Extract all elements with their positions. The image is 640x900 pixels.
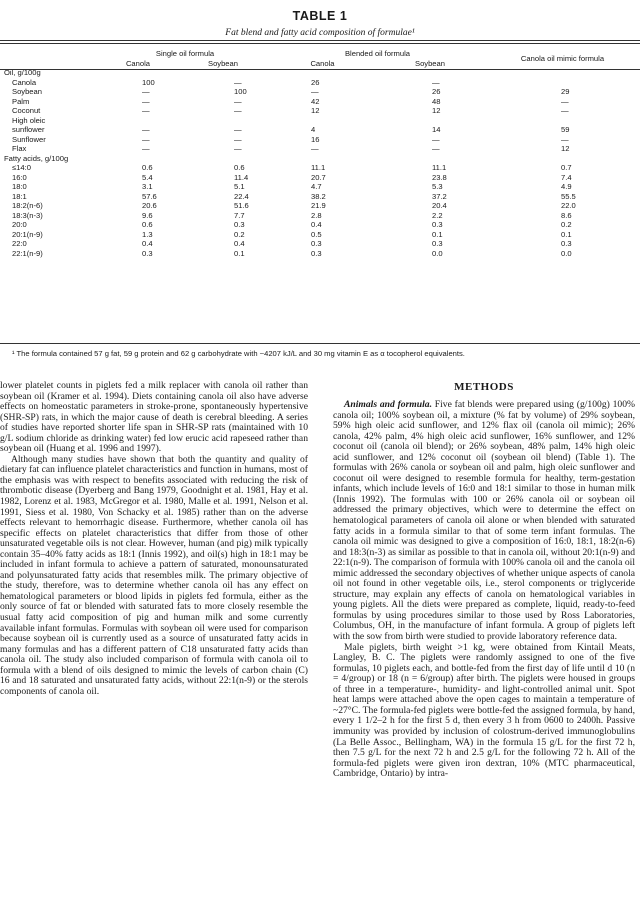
table-row: [4, 173, 640, 183]
table-cell: 5.3: [432, 182, 443, 191]
table-cell: 23.8: [432, 172, 447, 182]
table-cell: —: [234, 144, 242, 153]
run-in-heading: Animals and formula.: [344, 399, 432, 410]
right-text-column: [333, 381, 635, 780]
table-cell: 0.3: [234, 220, 245, 229]
table-cell: 57.6: [142, 191, 157, 201]
left-paragraph-2: Although many studies have shown that both the quantity and quality of dietary fat can influence platelet characteristics and function in humans, most of the emphasis was with respect to benefits associated with reducing the risk of thrombotic disease (Dyerberg and Bang 1979, Goodnight et al. 1981, Hay et al. 1982, Lorenz et al. 1983, McGregor et al. 1980, Malle et al. 1991, Nelson et al. 1991, Siess et al. 1980, Von Schacky et al. 1985) rather than on the adverse effects relevant to hemorrhagic disease. Furthermore, whether canola oil has specific effects on platelet characteristics that differ from those of other unsaturated vegetable oils is not clear. However, human (and pig) milk typically contain 35–40% fatty acids as 18:1 (Innis 1992), and oil(s) high in 18:1 may be included in infant formula to achieve a pattern of saturated, monounsaturated and polyunsaturated fatty acids that resembles milk. The primary objective of the study, therefore, was to determine whether canola oil has any effect on hematological parameters or blood lipids in piglets fed formula, either as the only source of fat or blended with saturated fats to more closely resemble the usual fatty acid composition of pig and human milk and some currently available infant formulas. Formulas with soybean oil were used for comparison because soybean oil is currently used as a source of unsaturated fatty acids in many formulas and has a different pattern of C18 unsaturated fatty acids than canola oil. The study also included comparison of formula with canola oil to formula with a blend of oils designed to mimic the levels of carbon chain (C) 16 and 18 saturated and unsaturated fatty acids, without 22:1(n-9) or the sterols components of canola oil.: [0, 453, 308, 697]
table-row: [4, 220, 640, 230]
table-cell: —: [142, 96, 150, 106]
table-cell: —: [142, 134, 150, 144]
table-cell: 11.4: [234, 172, 249, 182]
table-row: [4, 211, 640, 221]
table-cell: 2.2: [432, 210, 443, 220]
table-cell: [176, 154, 270, 164]
right-paragraph-2: Male piglets, birth weight >1 kg, were obtained from Kintail Meats, Langley, B. C. The piglets were randomly assigned to one of the five formulas, 10 piglets each, and bottle-fed from the first day of life until d 10 (n = 4/group) or 18 (n = 6/group) after birth. The piglets were housed in groups of three in a temperature-, humidity- and light-controlled animal unit. Spot heat lamps were attached above the open cages to maintain a temperature of ~27°C. The formula-fed piglets were bottle-fed the assigned formula, by hand, every 1 1/2–2 h for the first 5 d, then every 3 h from 0600 to 2400h. Passive immunity was provided by inclusion of colostrum-derived immunoglobulins (La Belle Assoc., Bellingham, WA) in the formula 15 g/L for the first 72 h, then 7.5 g/L for the next 72 h and 2.5 g/L for the following 72 h. All of the formula-fed piglets were given iron dextran, 10% (MTC pharmaceutical, Cambridge, Ontario) by intra-: [333, 641, 635, 780]
table-row: [4, 230, 640, 240]
table-cell: —: [432, 144, 440, 153]
table-cell: 0.3: [561, 239, 572, 248]
table-cell: 0.4: [142, 239, 153, 248]
group-header-mimic: Canola oil mimic formula: [520, 54, 605, 63]
table-cell: —: [432, 134, 440, 144]
table-cell: 37.2: [432, 191, 447, 201]
table-cell: —: [561, 106, 569, 115]
table-cell: —: [234, 134, 242, 144]
table-cell: —: [561, 134, 569, 144]
right-paragraph-1: [333, 400, 635, 643]
column-header-canola-blended: Canola: [310, 58, 335, 68]
table-cell: —: [561, 96, 569, 106]
column-header-canola-single: Canola: [125, 58, 151, 68]
table-bottom-rule: [0, 343, 640, 344]
table-cell: 20.4: [432, 201, 447, 210]
table-cell: 5.4: [142, 172, 153, 182]
left-text-column: [0, 381, 308, 697]
table-cell: 48: [432, 96, 441, 106]
table-cell: 0.6: [142, 220, 153, 229]
table-cell: 100: [234, 87, 247, 96]
table-row: [4, 192, 640, 202]
table-row: [4, 135, 640, 145]
table-cell: 4.9: [561, 182, 572, 191]
table-cell: —: [234, 106, 242, 115]
table-row: [4, 116, 640, 126]
row-label: Oil, g/100g: [4, 68, 41, 77]
table-row: [4, 154, 640, 164]
table-row: [4, 144, 640, 154]
table-cell: —: [432, 77, 440, 87]
table-row: [4, 182, 640, 192]
table-cell: [485, 154, 640, 164]
table-cell: [485, 78, 640, 88]
table-row: [4, 125, 640, 135]
table-cell: 14: [432, 125, 441, 134]
table-cell: 7.4: [561, 172, 572, 182]
table-group-header-row: [4, 49, 640, 59]
table-top-rule-2: [0, 43, 640, 44]
table-cell: 0.3: [311, 248, 322, 258]
table-cell: 0.5: [311, 229, 322, 239]
table-cell: 9.6: [142, 210, 153, 220]
table-top-rule: [0, 40, 640, 41]
right-paragraph-1-text: Five fat blends were prepared using (g/100g) 100% canola oil; 100% soybean oil, a mixture (% fat by volume) of 29% soybean, 59% high oleic acid sunflower, and 12% flax oil (canola oil mimic); 26% canola, 42% palm, 4% high oleic acid sunflower, 16% sunflower, and 12% coconut oil (canola oil blend); or 26% soybean, 48% palm, 14% high oleic acid sunflower, and 12% coconut oil (soybean oil blend) (Table 1). The formulas with 26% canola or soybean oil and palm, high oleic sunflower and coconut oil were designed to resemble formula for healthy, term-gestation infants, which include levels of 16:0 and 18:1 similar to those in human milk (Innis 1992). The formulas with 100 or 26% canola oil or soybean oil addressed the primary objectives, which were to determine the effect on hematological parameters of canola oil alone or when blended with saturated fatty acids in a formula similar to that of some term infant formulas. The canola oil mimic was designed to give a composition of 16:0, 18:1, 18:2(n-6) and 18:3(n-3) as similar as possible to that in canola oil, without 20:1(n-9) and 22:1(n-9). The comparison of formula with 100% canola oil and the canola oil mimic addressed the secondary objectives of whether unique aspects of canola oil not found in other vegetable oils, i.e., sterol components or triglyceride structure, may explain any effects of canola on hematological variables in young piglets. All the diets were prepared as complete, liquid, ready-to-feed formulas by using procedures similar to those used by Ross Laboratories, Columbus, OH, in the manufacture of infant formula. A group of piglets left with the sow from birth were studied to provide laboratory reference data.: [333, 399, 635, 643]
table-cell: 4.7: [311, 182, 322, 191]
table-cell: [100, 116, 176, 126]
table-cell: —: [234, 125, 242, 134]
group-header-single: Single oil formula: [155, 49, 215, 58]
table-cell: 0.1: [561, 229, 572, 239]
table-cell: 16: [311, 134, 320, 144]
column-header-soybean-single: Soybean: [208, 58, 238, 68]
row-label: Canola: [12, 77, 37, 87]
table-cell: 20.7: [311, 172, 326, 182]
row-label: Soybean: [12, 87, 42, 96]
table-cell: 11.1: [432, 163, 447, 172]
table-row: [4, 106, 640, 116]
table-cell: 4: [311, 125, 316, 134]
table-cell: 0.6: [142, 163, 153, 172]
table-cell: [100, 154, 176, 164]
row-label: 20:1(n-9): [12, 229, 43, 239]
row-label: 18:1: [12, 191, 27, 201]
row-label: 18:0: [12, 182, 27, 191]
table-cell: 11.1: [311, 163, 326, 172]
table-cell: 0.4: [311, 220, 322, 229]
table-cell: 0.4: [234, 239, 245, 248]
table-cell: 0.7: [561, 163, 572, 172]
row-label: 22:1(n-9): [12, 248, 43, 258]
table-cell: 59: [561, 125, 570, 134]
table-cell: 0.3: [432, 239, 443, 248]
table-cell: 51.6: [234, 201, 249, 210]
row-label: High oleic: [12, 115, 46, 125]
table-cell: 0.1: [234, 248, 245, 258]
table-cell: 5.1: [234, 182, 245, 191]
table-cell: 3.1: [142, 182, 153, 191]
table-cell: —: [142, 144, 150, 153]
table-cell: [270, 154, 375, 164]
table-cell: 100: [142, 77, 155, 87]
table-row: [4, 201, 640, 211]
group-header-blended: Blended oil formula: [344, 49, 410, 58]
row-label: Sunflower: [12, 134, 46, 144]
header-underline: [0, 69, 640, 70]
table-cell: 12: [561, 144, 570, 153]
methods-heading: METHODS: [454, 381, 514, 393]
table-cell: 0.0: [432, 248, 443, 258]
table-cell: —: [234, 96, 242, 106]
table-cell: —: [311, 144, 319, 153]
table-subtitle: Fat blend and fatty acid composition of formulae¹: [225, 28, 415, 38]
table-cell: 26: [432, 87, 441, 96]
row-label: 18:3(n-3): [12, 210, 43, 220]
row-label: Palm: [12, 96, 30, 106]
table-title: TABLE 1: [292, 9, 348, 23]
table-cell: [270, 116, 375, 126]
table-cell: [176, 116, 270, 126]
table-cell: —: [311, 87, 319, 96]
table-cell: 0.3: [311, 239, 322, 248]
table-cell: 12: [311, 106, 320, 115]
column-header-soybean-blended: Soybean: [415, 58, 445, 68]
row-label: 16:0: [12, 172, 27, 182]
row-label: sunflower: [12, 125, 45, 134]
table-cell: [375, 116, 485, 126]
table-row: [4, 163, 640, 173]
table-cell: 1.3: [142, 229, 153, 239]
row-label: ≤14:0: [12, 163, 31, 172]
fat-composition-table: [4, 49, 640, 258]
table-cell: 38.2: [311, 191, 326, 201]
row-label: 22:0: [12, 239, 27, 248]
table-row: [4, 239, 640, 249]
table-cell: 0.3: [142, 248, 153, 258]
row-label: Coconut: [12, 106, 41, 115]
row-label: Flax: [12, 144, 27, 153]
row-label: Fatty acids, g/100g: [4, 153, 69, 163]
table-cell: 21.9: [311, 201, 326, 210]
table-cell: 0.2: [561, 220, 572, 229]
row-label: 18:2(n-6): [12, 201, 43, 210]
table-cell: 29: [561, 87, 570, 96]
table-cell: —: [142, 106, 150, 115]
table-cell: 8.6: [561, 210, 572, 220]
table-cell: 42: [311, 96, 320, 106]
table-cell: 55.5: [561, 191, 576, 201]
row-label: 20:0: [12, 220, 27, 229]
left-paragraph-1: lower platelet counts in piglets fed a milk replacer with canola oil rather than soybean oil (Kramer et al. 1994). Diets containing canola oil also have adverse effects on homeostatic parameters in stroke-prone, spontaneously hypertensive (SHR-SP) rats, in which the major cause of death is cerebral bleeding. A series of studies have reported shorter life span in SHR-SP rats (maintained with 10 g/L sodium chloride as drinking water) fed low erucic acid rapeseed rather than soybean oil (Huang et al. 1996 and 1997).: [0, 380, 308, 455]
table-cell: 0.3: [432, 220, 443, 229]
table-cell: 22.0: [561, 201, 576, 210]
table-cell: 0.6: [234, 163, 245, 172]
table-cell: 26: [311, 77, 320, 87]
table-cell: 12: [432, 106, 441, 115]
table-row: [4, 87, 640, 97]
table-cell: [375, 154, 485, 164]
table-1: [0, 0, 640, 38]
table-cell: —: [142, 125, 150, 134]
table-cell: —: [234, 77, 242, 87]
table-body: [4, 68, 640, 258]
table-cell: —: [142, 87, 150, 96]
table-cell: 0.0: [561, 248, 572, 258]
table-cell: 22.4: [234, 191, 249, 201]
table-cell: 0.2: [234, 229, 245, 239]
table-footnote: ¹ The formula contained 57 g fat, 59 g protein and 62 g carbohydrate with ~4207 kJ/L and 30 mg vitamin E as α tocopherol equivalents.: [12, 349, 465, 358]
table-cell: 2.8: [311, 210, 322, 220]
table-row: [4, 97, 640, 107]
table-row: [4, 249, 640, 259]
table-cell: 20.6: [142, 201, 157, 210]
table-row: [4, 78, 640, 88]
table-cell: [485, 116, 640, 126]
table-cell: 0.1: [432, 229, 443, 239]
table-cell: 7.7: [234, 210, 245, 220]
